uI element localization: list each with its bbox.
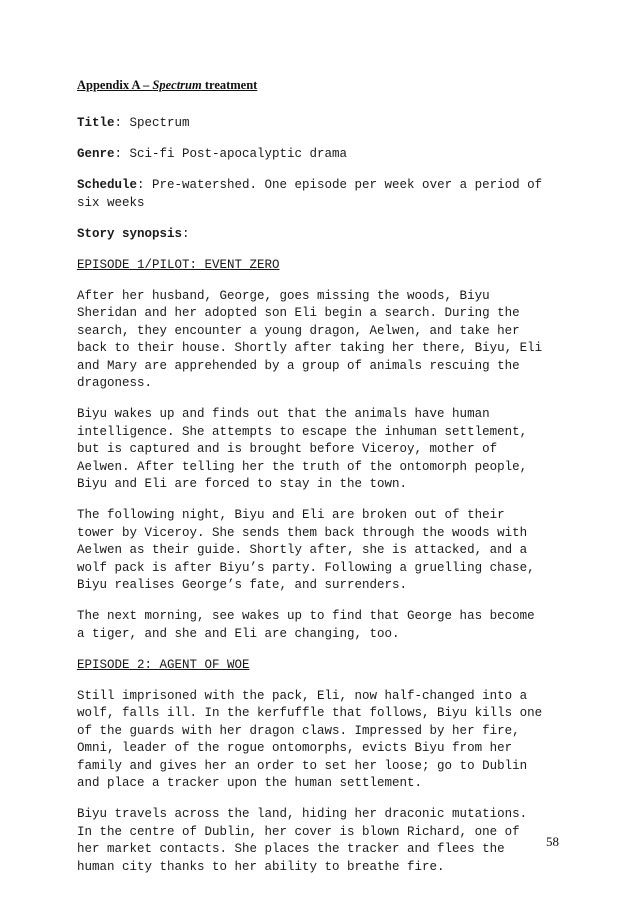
- heading-prefix: Appendix A –: [77, 78, 153, 92]
- episode-2-title: EPISODE 2: AGENT OF WOE: [77, 657, 250, 672]
- synopsis-colon: :: [182, 226, 190, 241]
- appendix-heading: [77, 78, 257, 93]
- schedule-field: [77, 177, 567, 212]
- document-body: [77, 115, 567, 890]
- episode-1-paragraph: The following night, Biyu and Eli are broken out of their tower by Viceroy. She sends them back through the woods with Aelwen as their guide. Shortly after, she is attacked, and a wolf pack is after Biyu’s party. Following a gruelling chase, Biyu realises George’s fate, and surrenders.: [77, 508, 535, 592]
- title-value: : Spectrum: [114, 116, 190, 130]
- genre-label: Genre: [77, 147, 115, 161]
- episode-2-paragraph: Still imprisoned with the pack, Eli, now half-changed into a wolf, falls ill. In the kerfuffle that follows, Biyu kills one of the guards with her dragon claws. Impressed by her fire, Omni, leader of the rogue ontomorphs, evicts Biyu from her family and gives her an order to set her loose; go to Dublin and place a tracker upon the human settlement.: [77, 688, 543, 790]
- heading-italic-title: Spectrum: [152, 78, 202, 92]
- synopsis-label: Story synopsis: [77, 226, 183, 241]
- synopsis-field: [77, 226, 567, 244]
- heading-suffix: treatment: [201, 78, 258, 92]
- page-number: 58: [546, 834, 559, 849]
- schedule-value: : Pre-watershed. One episode per week over a period of six weeks: [77, 178, 543, 210]
- episode-2-paragraph: Biyu travels across the land, hiding her draconic mutations. In the centre of Dublin, her cover is blown Richard, one of her market contacts. She places the tracker and flees the human city thanks to her ability to breathe fire.: [77, 807, 528, 874]
- episode-1-paragraph: The next morning, see wakes up to find that George has become a tiger, and she and Eli are changing, too.: [77, 609, 535, 641]
- genre-value: : Sci-fi Post-apocalyptic drama: [114, 147, 348, 161]
- genre-field: [77, 146, 567, 164]
- title-field: [77, 115, 567, 133]
- schedule-label: Schedule: [77, 178, 138, 192]
- title-label: Title: [77, 116, 115, 130]
- episode-1-paragraph: After her husband, George, goes missing the woods, Biyu Sheridan and her adopted son Eli begin a search. During the search, they encounter a young dragon, Aelwen, and take her back to their house. Shortly after taking her there, Biyu, Eli and Mary are apprehended by a group of animals rescuing the dragoness.: [77, 288, 543, 390]
- episode-1-paragraph: Biyu wakes up and finds out that the animals have human intelligence. She attempts to escape the inhuman settlement, but is captured and is brought before Viceroy, mother of Aelwen. After telling her the truth of the ontomorph people, Biyu and Eli are forced to stay in the town.: [77, 407, 528, 491]
- episode-1-title: EPISODE 1/PILOT: EVENT ZERO: [77, 257, 280, 272]
